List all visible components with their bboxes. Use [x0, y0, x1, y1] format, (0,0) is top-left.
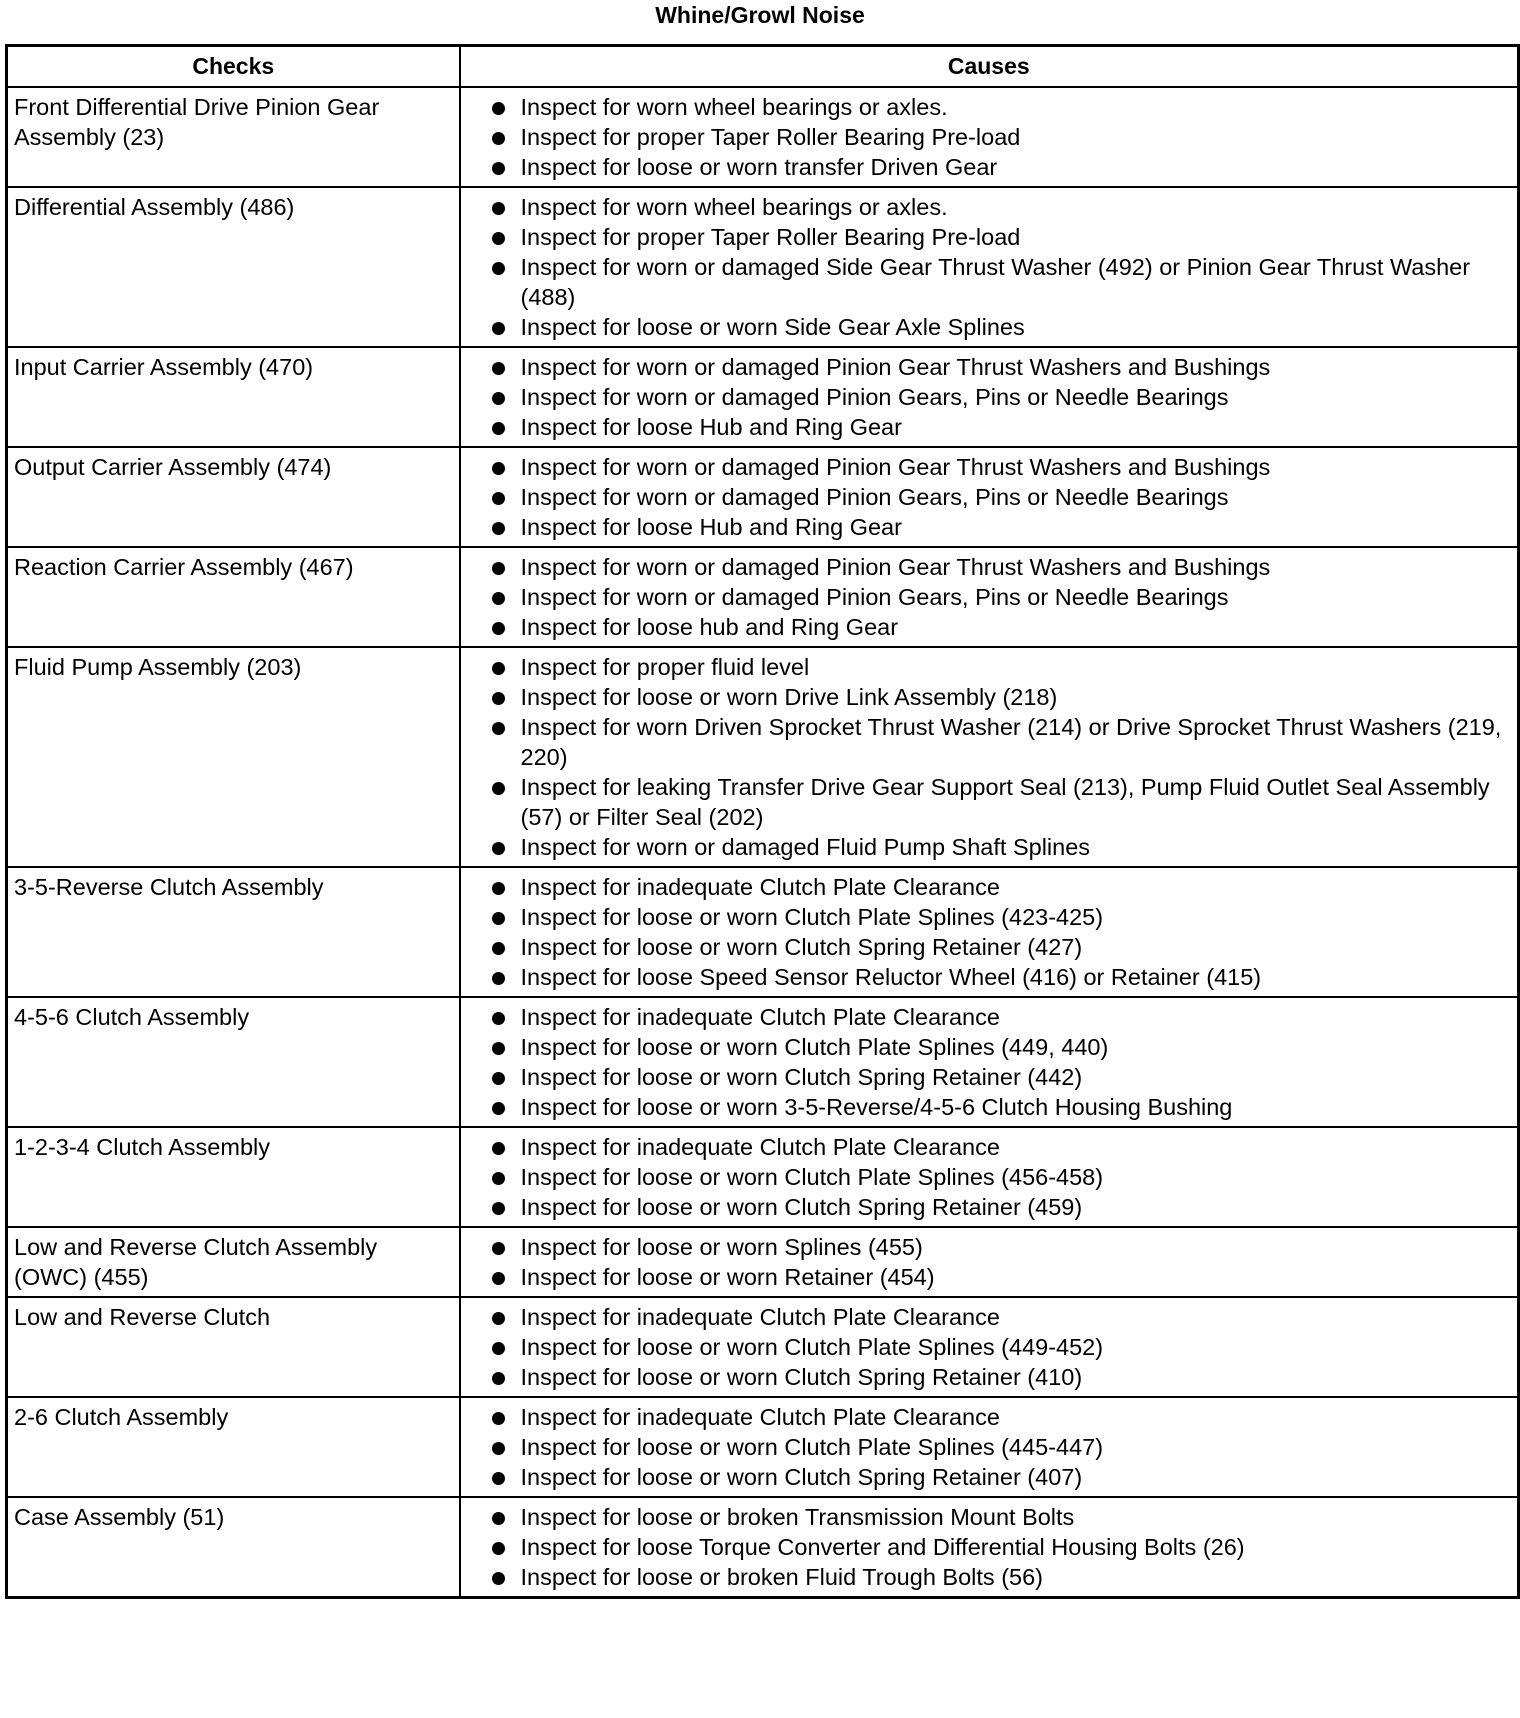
- column-header-causes: Causes: [460, 46, 1519, 88]
- bullet-icon: [492, 1072, 505, 1085]
- table-body: [7, 87, 1519, 1598]
- bullet-icon: [492, 842, 505, 855]
- bullet-icon: [492, 692, 505, 705]
- causes-cell: [460, 347, 1519, 447]
- cause-item: [467, 1092, 1512, 1122]
- cause-item: [467, 962, 1512, 992]
- cause-text: Inspect for loose or worn Clutch Plate Splines (449-452): [520, 1334, 1104, 1360]
- check-cell: Low and Reverse Clutch Assembly (OWC) (455): [7, 1227, 460, 1297]
- cause-text: Inspect for inadequate Clutch Plate Clearance: [520, 1304, 1000, 1330]
- bullet-icon: [492, 1012, 505, 1025]
- bullet-icon: [492, 1272, 505, 1285]
- bullet-icon: [492, 972, 505, 985]
- check-cell: Fluid Pump Assembly (203): [7, 647, 460, 867]
- causes-list: [467, 452, 1512, 542]
- cause-text: Inspect for worn or damaged Pinion Gears, Pins or Needle Bearings: [520, 484, 1229, 510]
- cause-text: Inspect for loose or worn Drive Link Assembly (218): [520, 684, 1058, 710]
- table-row: [7, 1397, 1519, 1497]
- causes-cell: [460, 1297, 1519, 1397]
- causes-list: [467, 1302, 1512, 1392]
- cause-text: Inspect for inadequate Clutch Plate Clearance: [520, 1404, 1000, 1430]
- cause-item: [467, 1162, 1512, 1192]
- causes-list: [467, 1232, 1512, 1292]
- cause-text: Inspect for worn or damaged Fluid Pump Shaft Splines: [520, 834, 1091, 860]
- cause-text: Inspect for worn or damaged Pinion Gear Thrust Washers and Bushings: [520, 454, 1271, 480]
- table-row: [7, 867, 1519, 997]
- cause-text: Inspect for loose or worn Clutch Plate Splines (445-447): [520, 1434, 1104, 1460]
- cause-text: Inspect for worn or damaged Pinion Gear Thrust Washers and Bushings: [520, 554, 1271, 580]
- cause-text: Inspect for loose Hub and Ring Gear: [520, 514, 902, 540]
- cause-text: Inspect for worn Driven Sprocket Thrust Washer (214) or Drive Sprocket Thrust Washers (219, 220): [520, 714, 1502, 770]
- bullet-icon: [492, 492, 505, 505]
- cause-item: [467, 712, 1512, 772]
- bullet-icon: [492, 1542, 505, 1555]
- check-cell: Input Carrier Assembly (470): [7, 347, 460, 447]
- diagnostic-table: [5, 44, 1520, 1599]
- causes-cell: [460, 867, 1519, 997]
- cause-item: [467, 612, 1512, 642]
- cause-item: [467, 1362, 1512, 1392]
- causes-cell: [460, 647, 1519, 867]
- cause-item: [467, 222, 1512, 252]
- cause-text: Inspect for worn or damaged Side Gear Thrust Washer (492) or Pinion Gear Thrust Washer (488): [520, 254, 1471, 310]
- cause-text: Inspect for inadequate Clutch Plate Clearance: [520, 1004, 1000, 1030]
- causes-cell: [460, 547, 1519, 647]
- bullet-icon: [492, 1572, 505, 1585]
- causes-cell: [460, 1227, 1519, 1297]
- causes-list: [467, 192, 1512, 342]
- cause-item: [467, 312, 1512, 342]
- bullet-icon: [492, 1102, 505, 1115]
- cause-text: Inspect for inadequate Clutch Plate Clearance: [520, 874, 1000, 900]
- bullet-icon: [492, 132, 505, 145]
- cause-item: [467, 1462, 1512, 1492]
- bullet-icon: [492, 882, 505, 895]
- bullet-icon: [492, 1172, 505, 1185]
- cause-item: [467, 832, 1512, 862]
- cause-text: Inspect for loose or broken Transmission Mount Bolts: [520, 1504, 1075, 1530]
- causes-list: [467, 1502, 1512, 1592]
- cause-item: [467, 1332, 1512, 1362]
- cause-item: [467, 192, 1512, 222]
- cause-item: [467, 1532, 1512, 1562]
- bullet-icon: [492, 362, 505, 375]
- bullet-icon: [492, 522, 505, 535]
- bullet-icon: [492, 562, 505, 575]
- cause-item: [467, 932, 1512, 962]
- causes-list: [467, 1402, 1512, 1492]
- bullet-icon: [492, 1342, 505, 1355]
- cause-text: Inspect for loose or worn Clutch Plate Splines (456-458): [520, 1164, 1104, 1190]
- causes-list: [467, 872, 1512, 992]
- cause-text: Inspect for loose or worn Side Gear Axle Splines: [520, 314, 1025, 340]
- table-row: [7, 1227, 1519, 1297]
- bullet-icon: [492, 202, 505, 215]
- cause-text: Inspect for loose hub and Ring Gear: [520, 614, 899, 640]
- cause-item: [467, 452, 1512, 482]
- bullet-icon: [492, 262, 505, 275]
- cause-text: Inspect for proper Taper Roller Bearing Pre-load: [520, 124, 1021, 150]
- bullet-icon: [492, 1512, 505, 1525]
- cause-item: [467, 1402, 1512, 1432]
- cause-item: [467, 252, 1512, 312]
- cause-text: Inspect for worn or damaged Pinion Gears, Pins or Needle Bearings: [520, 384, 1229, 410]
- check-cell: Case Assembly (51): [7, 1497, 460, 1598]
- check-cell: 4-5-6 Clutch Assembly: [7, 997, 460, 1127]
- bullet-icon: [492, 1372, 505, 1385]
- cause-item: [467, 772, 1512, 832]
- causes-list: [467, 652, 1512, 862]
- causes-list: [467, 1002, 1512, 1122]
- causes-list: [467, 352, 1512, 442]
- bullet-icon: [492, 162, 505, 175]
- cause-text: Inspect for inadequate Clutch Plate Clearance: [520, 1134, 1000, 1160]
- check-cell: Low and Reverse Clutch: [7, 1297, 460, 1397]
- check-cell: Front Differential Drive Pinion Gear Assembly (23): [7, 87, 460, 187]
- table-row: [7, 347, 1519, 447]
- cause-item: [467, 902, 1512, 932]
- cause-item: [467, 92, 1512, 122]
- bullet-icon: [492, 462, 505, 475]
- table-row: [7, 1127, 1519, 1227]
- table-row: [7, 647, 1519, 867]
- cause-item: [467, 1032, 1512, 1062]
- cause-item: [467, 682, 1512, 712]
- page-title: Whine/Growl Noise: [655, 2, 865, 28]
- bullet-icon: [492, 722, 505, 735]
- cause-text: Inspect for proper Taper Roller Bearing Pre-load: [520, 224, 1021, 250]
- cause-item: [467, 482, 1512, 512]
- cause-text: Inspect for loose or worn Retainer (454): [520, 1264, 935, 1290]
- bullet-icon: [492, 1442, 505, 1455]
- check-cell: Differential Assembly (486): [7, 187, 460, 347]
- table-row: [7, 447, 1519, 547]
- cause-item: [467, 152, 1512, 182]
- cause-text: Inspect for loose or worn Clutch Spring Retainer (407): [520, 1464, 1083, 1490]
- check-cell: 1-2-3-4 Clutch Assembly: [7, 1127, 460, 1227]
- column-header-checks: Checks: [7, 46, 460, 88]
- cause-text: Inspect for loose or worn Splines (455): [520, 1234, 923, 1260]
- cause-text: Inspect for loose or broken Fluid Trough Bolts (56): [520, 1564, 1043, 1590]
- bullet-icon: [492, 392, 505, 405]
- cause-item: [467, 512, 1512, 542]
- bullet-icon: [492, 322, 505, 335]
- table-row: [7, 997, 1519, 1127]
- cause-text: Inspect for loose or worn Clutch Plate Splines (423-425): [520, 904, 1104, 930]
- cause-item: [467, 1232, 1512, 1262]
- cause-text: Inspect for loose or worn transfer Driven Gear: [520, 154, 998, 180]
- cause-item: [467, 352, 1512, 382]
- cause-text: Inspect for loose or worn Clutch Spring Retainer (442): [520, 1064, 1083, 1090]
- cause-item: [467, 1062, 1512, 1092]
- causes-list: [467, 552, 1512, 642]
- causes-cell: [460, 187, 1519, 347]
- cause-text: Inspect for loose or worn 3-5-Reverse/4-5-6 Clutch Housing Bushing: [520, 1094, 1233, 1120]
- bullet-icon: [492, 1042, 505, 1055]
- table-row: [7, 87, 1519, 187]
- cause-item: [467, 1132, 1512, 1162]
- causes-cell: [460, 997, 1519, 1127]
- cause-item: [467, 582, 1512, 612]
- cause-item: [467, 872, 1512, 902]
- cause-item: [467, 1002, 1512, 1032]
- cause-item: [467, 122, 1512, 152]
- bullet-icon: [492, 102, 505, 115]
- bullet-icon: [492, 942, 505, 955]
- bullet-icon: [492, 1472, 505, 1485]
- check-cell: 2-6 Clutch Assembly: [7, 1397, 460, 1497]
- bullet-icon: [492, 592, 505, 605]
- bullet-icon: [492, 1202, 505, 1215]
- cause-text: Inspect for loose Hub and Ring Gear: [520, 414, 902, 440]
- causes-cell: [460, 1497, 1519, 1598]
- cause-text: Inspect for loose or worn Clutch Spring Retainer (459): [520, 1194, 1083, 1220]
- cause-text: Inspect for loose Torque Converter and Differential Housing Bolts (26): [520, 1534, 1245, 1560]
- bullet-icon: [492, 1142, 505, 1155]
- causes-cell: [460, 1127, 1519, 1227]
- cause-text: Inspect for worn or damaged Pinion Gears, Pins or Needle Bearings: [520, 584, 1229, 610]
- check-cell: Output Carrier Assembly (474): [7, 447, 460, 547]
- bullet-icon: [492, 662, 505, 675]
- bullet-icon: [492, 1312, 505, 1325]
- cause-item: [467, 412, 1512, 442]
- bullet-icon: [492, 622, 505, 635]
- causes-cell: [460, 1397, 1519, 1497]
- table-row: [7, 1497, 1519, 1598]
- table-row: [7, 1297, 1519, 1397]
- cause-item: [467, 1192, 1512, 1222]
- table-row: [7, 547, 1519, 647]
- bullet-icon: [492, 232, 505, 245]
- cause-item: [467, 1562, 1512, 1592]
- cause-text: Inspect for loose or worn Clutch Spring Retainer (410): [520, 1364, 1083, 1390]
- cause-text: Inspect for proper fluid level: [520, 654, 810, 680]
- bullet-icon: [492, 782, 505, 795]
- cause-item: [467, 1432, 1512, 1462]
- bullet-icon: [492, 1412, 505, 1425]
- header-row: [7, 46, 1519, 88]
- cause-item: [467, 382, 1512, 412]
- causes-cell: [460, 447, 1519, 547]
- cause-item: [467, 1302, 1512, 1332]
- bullet-icon: [492, 1242, 505, 1255]
- table-row: [7, 187, 1519, 347]
- bullet-icon: [492, 422, 505, 435]
- cause-text: Inspect for loose or worn Clutch Spring Retainer (427): [520, 934, 1083, 960]
- cause-text: Inspect for loose or worn Clutch Plate Splines (449, 440): [520, 1034, 1109, 1060]
- cause-text: Inspect for worn or damaged Pinion Gear Thrust Washers and Bushings: [520, 354, 1271, 380]
- cause-text: Inspect for leaking Transfer Drive Gear Support Seal (213), Pump Fluid Outlet Seal Assembly (57) or Filter Seal (202): [520, 774, 1490, 830]
- causes-list: [467, 92, 1512, 182]
- cause-text: Inspect for loose Speed Sensor Reluctor Wheel (416) or Retainer (415): [520, 964, 1262, 990]
- cause-item: [467, 652, 1512, 682]
- check-cell: 3-5-Reverse Clutch Assembly: [7, 867, 460, 997]
- check-cell: Reaction Carrier Assembly (467): [7, 547, 460, 647]
- cause-item: [467, 1262, 1512, 1292]
- causes-cell: [460, 87, 1519, 187]
- cause-text: Inspect for worn wheel bearings or axles.: [520, 94, 948, 120]
- cause-text: Inspect for worn wheel bearings or axles.: [520, 194, 948, 220]
- cause-item: [467, 1502, 1512, 1532]
- bullet-icon: [492, 912, 505, 925]
- cause-item: [467, 552, 1512, 582]
- causes-list: [467, 1132, 1512, 1222]
